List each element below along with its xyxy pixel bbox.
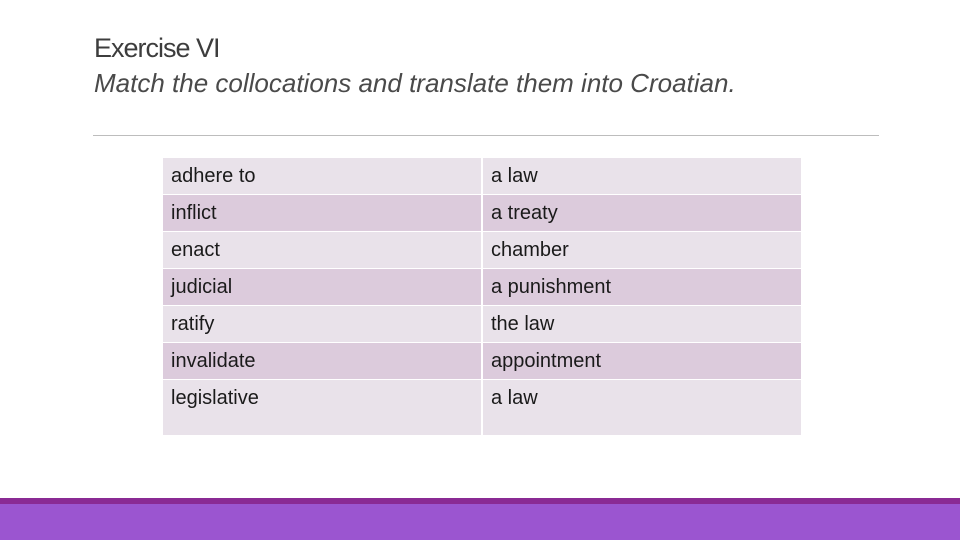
right-cell: a law xyxy=(482,158,801,195)
left-cell: judicial xyxy=(163,269,482,306)
right-cell: a punishment xyxy=(482,269,801,306)
left-cell: invalidate xyxy=(163,343,482,380)
table-row xyxy=(163,232,801,269)
table-row xyxy=(163,195,801,232)
left-cell: enact xyxy=(163,232,482,269)
table-row xyxy=(163,269,801,306)
table-row xyxy=(163,158,801,195)
footer-bar xyxy=(0,504,960,540)
slide-subtitle: Match the collocations and translate them into Croatian. xyxy=(94,68,736,98)
right-cell: appointment xyxy=(482,343,801,380)
title-divider xyxy=(93,135,879,136)
left-cell: legislative xyxy=(163,380,482,436)
left-cell: inflict xyxy=(163,195,482,232)
collocation-table xyxy=(163,158,801,436)
left-cell: adhere to xyxy=(163,158,482,195)
slide-title: Exercise VI xyxy=(94,33,220,63)
right-cell: a treaty xyxy=(482,195,801,232)
table-row xyxy=(163,380,801,436)
right-cell: a law xyxy=(482,380,801,436)
left-cell: ratify xyxy=(163,306,482,343)
right-cell: the law xyxy=(482,306,801,343)
table-row xyxy=(163,343,801,380)
right-cell: chamber xyxy=(482,232,801,269)
table-row xyxy=(163,306,801,343)
